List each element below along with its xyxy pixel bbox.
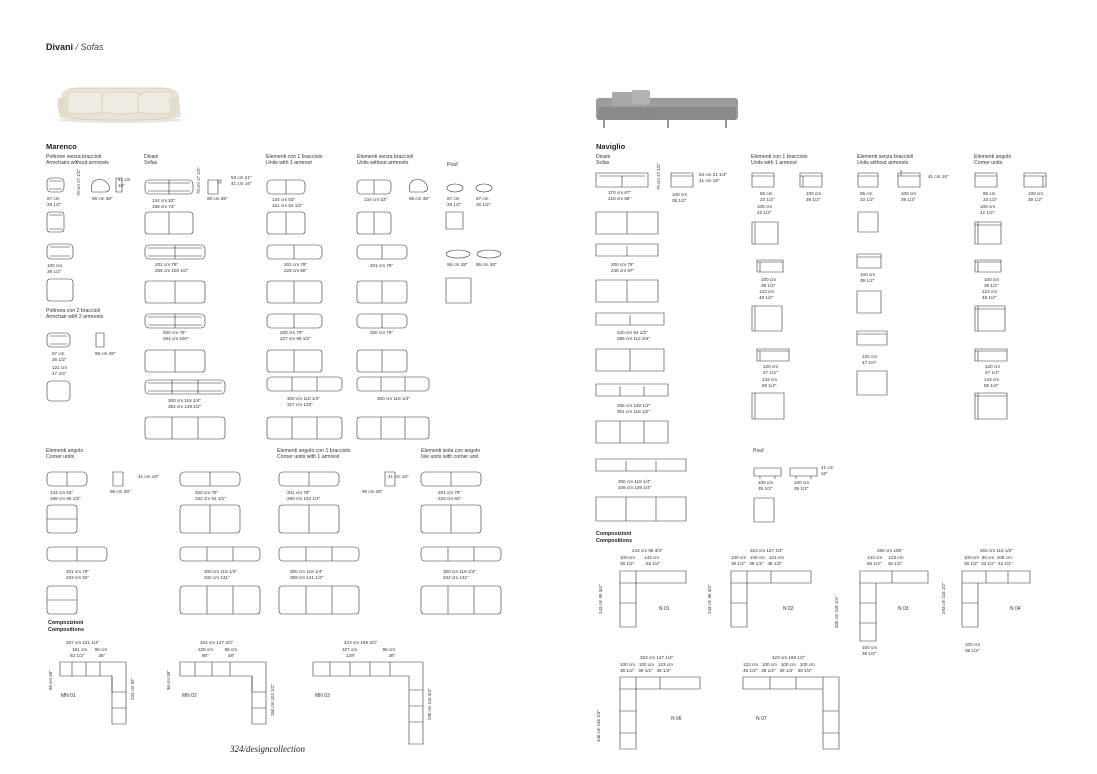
comp-code: N 04 <box>1010 606 1021 612</box>
dim-label: 201 cm 79" 233 cm 92" <box>66 569 90 580</box>
comp-right-dim: 296 cm 116 3/4" <box>427 688 432 720</box>
comp-code: MN 03 <box>315 693 330 699</box>
marenco-title: Marenco <box>46 142 77 151</box>
page-header: Divani / Sofas <box>46 42 104 52</box>
comp-sub-dim: 100 cm 100 cm 123 cm <box>731 555 784 560</box>
section-label: Pouf <box>447 162 458 168</box>
comp-sub-dim: 39 1/2" 56 1/4" <box>620 561 661 566</box>
dim-label: 100 cm 39 1/2" <box>806 191 822 202</box>
comp-left-dim: 300 cm 118 1/4" <box>834 596 839 628</box>
dim-label: 123 cm 48 1/2" <box>982 289 998 300</box>
comp-code: N 02 <box>783 606 794 612</box>
dim-label: 120 cm 47 1/4" <box>985 364 1001 375</box>
dim-label: 70 cm 27 1/2" <box>196 167 201 194</box>
dim-label: 108 cm 42 1/2" <box>757 204 773 215</box>
dim-label: 85 cm 33 1/2" <box>983 191 998 202</box>
comp-top-dim: 243 cm 95 3/4" <box>632 548 663 553</box>
dim-label: 96 cm 38" <box>207 196 228 201</box>
comp-left-dim: 243 cm 95 3/4" <box>598 584 603 614</box>
dim-label: 41 cm 16" <box>138 474 159 479</box>
dim-label: 300 cm 118 1/4" 332 cm 131" <box>204 569 237 580</box>
comp-code: MN 02 <box>182 693 197 699</box>
section-label: Elementi angolo con 1 bracciolo Corner units with 1 armrest <box>277 448 351 460</box>
dim-label: 41 cm 16" <box>388 474 409 479</box>
dim-label: 70 cm 27 1/2" <box>656 163 661 190</box>
dim-label: 143 cm 56 1/4" <box>762 377 778 388</box>
comp-sub-dim: 100 cm 85 cm 108 cm <box>964 555 1012 560</box>
section-label: Poltrone senza braccioli Armchairs without armrests <box>46 154 109 166</box>
comp-sub-dim: 100 cm 100 cm 123 cm <box>620 662 673 667</box>
dim-label: 100 cm 39 1/2" <box>47 263 63 274</box>
dim-label: 100 cm 39 1/2" <box>1028 191 1044 202</box>
comp-right-dim: 260 cm 102 1/2" <box>270 684 275 716</box>
section-label: Poltrona con 2 braccioli Armchair with 2 armrests <box>46 308 104 320</box>
dim-label: 200 cm 79" <box>370 330 394 335</box>
dim-label: 67 cm 26 1/2" <box>447 196 462 207</box>
dim-label: 96 cm 38" <box>362 489 383 494</box>
comp-top-dim: 323 cm 127 1/4" <box>640 655 674 660</box>
dim-label: 53 cm 21" 41 cm 16" <box>231 175 252 186</box>
comp-sub-dim: 143 cm 123 cm <box>867 555 904 560</box>
dim-label: 67 cm 26 1/2" <box>476 196 491 207</box>
dim-label: 300 cm 118 1/4" 346 cm 136 1/4" <box>618 479 652 490</box>
dim-label: 100 cm 39 1/2" <box>761 277 777 288</box>
dim-label: 123 cm 48 1/2" <box>759 289 775 300</box>
dim-label: 100 cm 39 1/2" <box>758 480 774 491</box>
section-label: Elementi isola con angolo Isle units with corner unit <box>421 448 481 460</box>
comp-right-dim: 233 cm 92" <box>130 677 135 700</box>
section-label: Elementi con 1 bracciolo Units with 1 armrest <box>751 154 808 166</box>
dim-label: 134 cm 53" <box>364 197 388 202</box>
dim-label: 200 cm 79" 232 cm 91 1/2" <box>195 490 226 501</box>
comp-code: N 03 <box>898 606 909 612</box>
dim-label: 134 cm 53" 168 cm 65 1/2" <box>50 490 81 501</box>
dim-label: 200 cm 79" 227 cm 89 1/2" <box>280 330 311 341</box>
dim-label: 121 cm 47 3/4" <box>52 365 68 376</box>
dim-label: 67 cm 26 1/2" <box>52 351 67 362</box>
dim-label: 96 cm 38" <box>95 351 116 356</box>
section-label: Elementi senza braccioli Units without armrests <box>357 154 413 166</box>
comp-sub-dim: 123 cm 100 cm 100 cm 100 cm <box>743 662 815 667</box>
comp-sub-dim: 90" 38" <box>202 653 235 658</box>
compositions-title: Composizioni Compositions <box>48 620 84 633</box>
dim-label: 300 cm 118 1/4" <box>377 396 410 401</box>
dim-label: 134 cm 53" 161 cm 63 1/2" <box>272 197 303 208</box>
dim-label: 85 cm 33 1/2" <box>760 191 775 202</box>
comp-sub-dim: 327 cm 96 cm <box>342 647 396 652</box>
section-label: Divani Sofas <box>596 154 611 166</box>
header-title: Divani <box>46 42 74 52</box>
comp-top-dim: 324 cm 127 3/4" <box>200 640 234 645</box>
comp-top-dim: 293 cm 115 1/2" <box>980 548 1013 553</box>
dim-label: 41 cm 16" <box>118 177 131 188</box>
dim-label: 100 cm 39 1/2" <box>794 480 810 491</box>
section-label: Elementi senza braccioli Units without armrests <box>857 154 913 166</box>
dim-label: 134 cm 53" 188 cm 74" <box>152 198 176 209</box>
dim-label: 96 cm 38" <box>476 262 497 267</box>
dim-label: 120 cm 47 1/4" <box>763 364 779 375</box>
dim-label: 300 cm 118 1/4" 359 cm 141 1/2" <box>290 569 324 580</box>
dim-label: 255 cm 100 1/2" 301 cm 118 1/2" <box>617 403 651 414</box>
comp-left-dim: 346 cm 136 1/4" <box>596 710 601 742</box>
comp-top-dim: 257 cm 101 1/4" <box>66 640 100 645</box>
header-subtitle: Sofas <box>80 42 104 52</box>
comp-sub-dim: 39 1/2" 33 1/2" 42 1/2" <box>964 561 1013 566</box>
comp-sub-dim: 63 1/2" 38" <box>70 653 106 658</box>
comp-code: MN 01 <box>61 693 76 699</box>
dim-label: 120 cm 47 1/4" <box>862 354 878 365</box>
comp-left-dim: 243 cm 95 3/4" <box>707 584 712 614</box>
comp-sub-dim: 228 cm 96 cm <box>198 647 238 652</box>
comp-left-dim: 96 cm 38" <box>166 670 171 690</box>
comp-sub-dim: 48 1/2" 39 1/2" 39 1/2" 39 1/2" <box>743 668 813 673</box>
dim-label: 300 cm 118 1/4" 327 cm 129" <box>287 396 320 407</box>
dim-label: 201 cm 79" 228 cm 90" <box>284 262 308 273</box>
page-footer: 324/designcollection <box>230 744 305 754</box>
comp-left-dim: 293 cm 115 1/2" <box>941 582 946 614</box>
comp-sub-dim: 161 cm 96 cm <box>72 647 108 652</box>
comp-top-dim: 423 cm 166 1/2" <box>772 655 806 660</box>
comp-sub-dim: 39 1/2" 39 1/2" 48 1/2" <box>620 668 671 673</box>
dim-label: 100 cm 39 1/2" <box>672 192 688 203</box>
comp-sub-dim: 100 cm 143 cm <box>620 555 660 560</box>
dim-label: 96 cm 38" <box>447 262 468 267</box>
comp-left-dim: 96 cm 38" <box>48 670 53 690</box>
dim-label: 100 cm 39 1/2" <box>860 272 876 283</box>
comp-bottom-dim: 100 cm 39 1/2" <box>965 642 981 653</box>
naviglio-title: Naviglio <box>596 142 626 151</box>
dim-label: 85 cm 33 1/2" <box>860 191 875 202</box>
dim-label: 70 cm 27 1/2" <box>76 169 81 196</box>
dim-label: 41 cm 16" <box>928 174 949 179</box>
dim-label: 201 cm 79" 233 cm 92" <box>438 490 462 501</box>
dim-label: 108 cm 42 1/2" <box>980 204 996 215</box>
dim-label: 201 cm 79" 260 cm 102 1/2" <box>287 490 321 501</box>
dim-label: 170 cm 67" 216 cm 85" <box>608 190 632 201</box>
dim-label: 100 cm 39 1/2" <box>984 277 1000 288</box>
comp-code: N 07 <box>756 716 767 722</box>
section-label: Divani Sofas <box>144 154 159 166</box>
section-label: Elementi angolo Corner units <box>46 448 84 460</box>
dim-label: 96 cm 38" <box>110 489 131 494</box>
dim-label: 96 cm 38" <box>409 196 430 201</box>
comp-top-dim: 423 cm 166 3/4" <box>344 640 378 645</box>
comp-sub-dim: 39 1/2" 39 1/2" 48 1/2" <box>731 561 782 566</box>
comp-code: N 01 <box>659 606 670 612</box>
dim-label: 200 cm 79" 254 cm 100" <box>163 330 189 341</box>
dim-label: 300 cm 118 1/4" 332 cm 131" <box>443 569 476 580</box>
dim-label: 67 cm 26 1/2" <box>47 196 62 207</box>
dim-label: 54 cm 21 1/4" 41 cm 16" <box>699 172 728 183</box>
comp-top-dim: 323 cm 127 1/4" <box>750 548 784 553</box>
section-label: Elementi angolo Corner units <box>974 154 1012 166</box>
dim-label: 300 cm 118 1/4" 354 cm 139 1/2" <box>168 398 202 409</box>
comp-sub-dim: 129" 38" <box>346 653 396 658</box>
section-label: Elementi con 1 bracciolo Units with 1 armrest <box>266 154 323 166</box>
dim-label: 143 cm 56 1/4" <box>984 377 1000 388</box>
comp-code: N 06 <box>671 716 682 722</box>
dim-label: 240 cm 94 1/2" 286 cm 112 3/4" <box>617 330 650 341</box>
dim-label: 41 cm 16" <box>821 465 834 476</box>
dim-label: 100 cm 39 1/2" <box>901 191 917 202</box>
dim-label: 200 cm 79" 246 cm 97" <box>611 262 635 273</box>
comp-bottom-dim: 100 cm 39 1/2" <box>862 645 878 656</box>
section-label: Pouf <box>753 448 764 454</box>
dim-label: 96 cm 38" <box>92 196 113 201</box>
comp-top-dim: 266 cm 105" <box>877 548 903 553</box>
comp-sub-dim: 56 1/4" 48 1/2" <box>867 561 903 566</box>
compositions-title: Composizioni Compositions <box>596 531 632 544</box>
dim-label: 201 cm 79" 255 cm 100 1/2" <box>155 262 189 273</box>
dim-label: 201 cm 79" <box>370 263 394 268</box>
